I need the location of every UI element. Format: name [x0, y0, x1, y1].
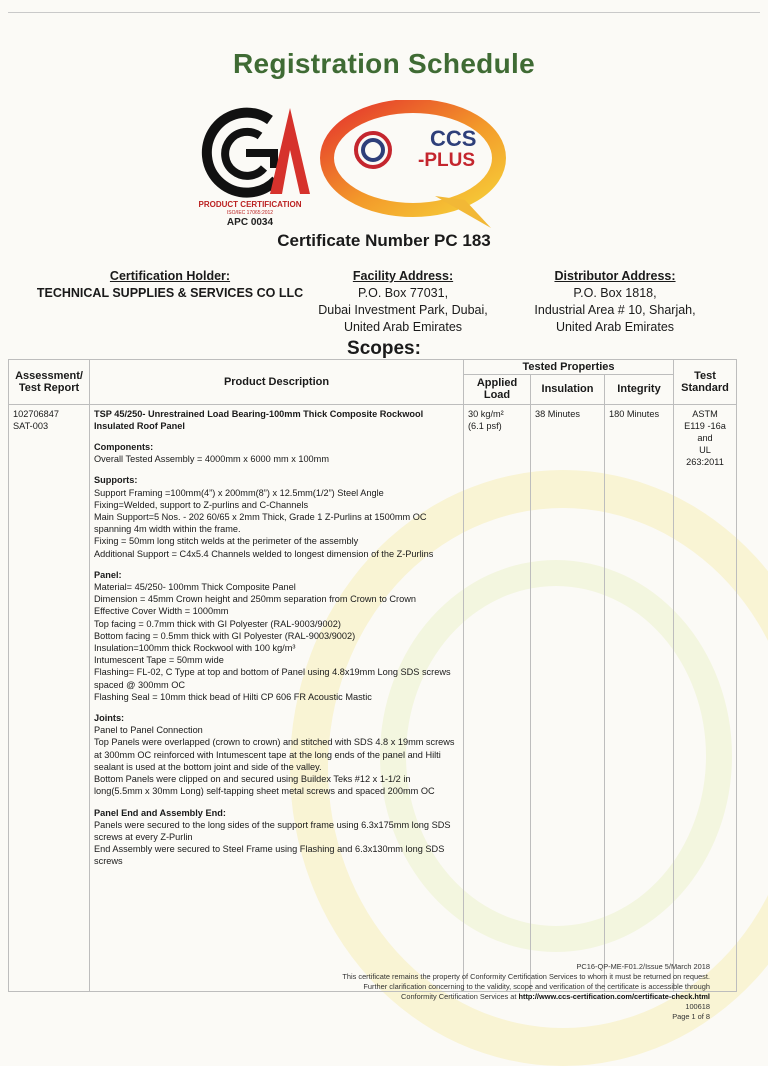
facility-line: P.O. Box 77031,	[357, 286, 449, 300]
section-line: Effective Cover Width = 1000mm	[94, 606, 229, 617]
section-line: Main Support=5 Nos. - 202 60/65 x 2mm Thick, Grade 1 Z-Purlins at 1500mm OC spanning 4m width within the frame.	[94, 512, 427, 535]
table-row	[9, 404, 737, 991]
gca-code: APC 0034	[226, 217, 274, 228]
scope-table	[8, 359, 737, 992]
ccs-plus-logo	[315, 100, 515, 232]
section-line: Flashing Seal = 10mm thick bead of Hilti CP 606 FR Acoustic Mastic	[94, 691, 372, 702]
scopes-heading: Scopes:	[347, 338, 421, 359]
section-line: Overall Tested Assembly = 4000mm x 6000 mm x 100mm	[94, 454, 329, 465]
standard-line: 263:2011	[686, 457, 724, 468]
header-product: Product Description	[90, 360, 464, 405]
section-line: Material= 45/250- 100mm Thick Composite Panel	[94, 582, 296, 593]
product-title: TSP 45/250- Unrestrained Load Bearing-100mm Thick Composite Rockwool Insulated Roof Panel	[94, 408, 424, 431]
page-title: Registration Schedule	[233, 48, 535, 79]
footer	[342, 962, 710, 1022]
gca-logo	[190, 98, 320, 208]
header-integrity: Integrity	[605, 375, 674, 404]
header-test-standard: Test Standard	[674, 360, 737, 405]
cell-insulation: 38 Minutes	[531, 404, 605, 991]
footer-line	[342, 992, 710, 1002]
footer-doc-ref: PC16-QP-ME-F01.2/Issue 5/March 2018	[576, 962, 710, 971]
report-number: 102706847	[13, 408, 59, 419]
section-heading: Supports:	[94, 475, 138, 486]
section-line: Support Framing =100mm(4”) x 200mm(8”) x 12.5mm(1/2”) Steel Angle	[94, 487, 384, 498]
section-line: Insulation=100mm thick Rockwool with 100 kg/m³	[94, 643, 296, 654]
holder-heading: Certification Holder:	[109, 269, 231, 283]
section-line: Dimension = 45mm Crown height and 250mm separation from Crown to Crown	[94, 594, 416, 605]
cell-standard	[674, 404, 737, 991]
section-heading: Panel End and Assembly End:	[94, 807, 226, 818]
section-line: Top Panels were overlapped (crown to crown) and stitched with SDS 4.8 x 19mm screws at 300mm OC reinforced with Intumescent tape at the long ends of the panel and Hilti sealant is used at the bottom joint and side of the valley.	[94, 737, 455, 772]
footer-line: Further clarification concerning to the validity, scope and verification of the certificate is accessible through	[363, 982, 710, 991]
section-joints	[94, 712, 459, 797]
header-applied-load: Applied Load	[464, 375, 531, 404]
cell-integrity: 180 Minutes	[605, 404, 674, 991]
facility-line: United Arab Emirates	[343, 320, 463, 334]
cell-applied-load	[464, 404, 531, 991]
table-header-row	[9, 360, 737, 375]
footer-page: Page 1 of 8	[672, 1012, 710, 1021]
cell-report	[9, 404, 90, 991]
section-line: Additional Support = C4x5.4 Channels welded to longest dimension of the Z-Purlins	[94, 548, 434, 559]
certificate-number: Certificate Number PC 183	[277, 231, 491, 250]
section-panel	[94, 569, 459, 703]
section-heading: Joints:	[94, 713, 125, 724]
plus-logo-text: -PLUS	[418, 150, 475, 171]
section-components	[94, 441, 459, 465]
section-line: Flashing= FL-02, C Type at top and bottom of Panel using 4.8x19mm Long SDS screws spaced @ 300mm OC	[94, 667, 451, 690]
header-insulation: Insulation	[531, 375, 605, 404]
section-line: End Assembly were secured to Steel Frame using Flashing and 6.3x130mm long SDS screws	[94, 844, 445, 867]
footer-serial: 100618	[685, 1002, 710, 1011]
footer-line: This certificate remains the property of Conformity Certification Services to whom it must be returned on request.	[342, 972, 710, 981]
distributor-block	[515, 268, 715, 336]
facility-block	[298, 268, 508, 336]
facility-line: Dubai Investment Park, Dubai,	[318, 303, 488, 317]
section-panel-end	[94, 807, 459, 868]
facility-heading: Facility Address:	[352, 269, 454, 283]
section-line: Panel to Panel Connection	[94, 725, 203, 736]
section-line: Fixing = 50mm long stitch welds at the perimeter of the assembly	[94, 536, 359, 547]
distributor-line: United Arab Emirates	[555, 320, 675, 334]
distributor-line: Industrial Area # 10, Sharjah,	[534, 303, 696, 317]
section-heading: Panel:	[94, 569, 122, 580]
holder-block	[20, 268, 320, 302]
standard-line: and	[697, 433, 713, 444]
standard-line: E119 -16a	[684, 420, 726, 431]
distributor-heading: Distributor Address:	[554, 269, 676, 283]
report-ref: SAT-003	[13, 420, 49, 431]
gca-iso: ISO/IEC 17065:2012	[226, 210, 274, 216]
standard-line: UL	[699, 445, 711, 456]
section-line: Intumescent Tape = 50mm wide	[94, 655, 224, 666]
top-border-line	[8, 12, 760, 13]
distributor-line: P.O. Box 1818,	[573, 286, 657, 300]
header-assessment: Assessment/ Test Report	[9, 360, 90, 405]
holder-name: TECHNICAL SUPPLIES & SERVICES CO LLC	[36, 286, 304, 300]
footer-line-prefix: Conformity Certification Services at	[401, 992, 519, 1001]
section-line: Bottom facing = 0.5mm thick with GI Polyester (RAL-9003/9002)	[94, 630, 356, 641]
ccs-logo-text: CCS	[430, 126, 477, 151]
applied-load-value: 30 kg/m²	[468, 408, 504, 419]
cell-description	[90, 404, 464, 991]
logos-area	[190, 98, 530, 238]
section-line: Top facing = 0.7mm thick with GI Polyester (RAL-9003/9002)	[94, 618, 341, 629]
section-heading: Components:	[94, 442, 154, 453]
standard-line: ASTM	[692, 408, 718, 419]
header-tested-properties: Tested Properties	[464, 360, 674, 375]
footer-url-link[interactable]: http://www.ccs-certification.com/certificate-check.html	[518, 992, 710, 1001]
section-supports	[94, 474, 459, 559]
section-line: Bottom Panels were clipped on and secured using Buildex Teks #12 x 1-1/2 in long(5.5mm x 30mm Long) self-tapping sheet metal screws and spaced 200mm OC	[94, 774, 435, 797]
applied-load-psf: (6.1 psf)	[468, 420, 502, 431]
section-line: Fixing=Welded, support to Z-purlins and C-Channels	[94, 499, 309, 510]
section-line: Panels were secured to the long sides of the support frame using 6.3x175mm long SDS screws at every Z-Purlin	[94, 819, 451, 842]
gca-caption: PRODUCT CERTIFICATION	[198, 200, 302, 209]
